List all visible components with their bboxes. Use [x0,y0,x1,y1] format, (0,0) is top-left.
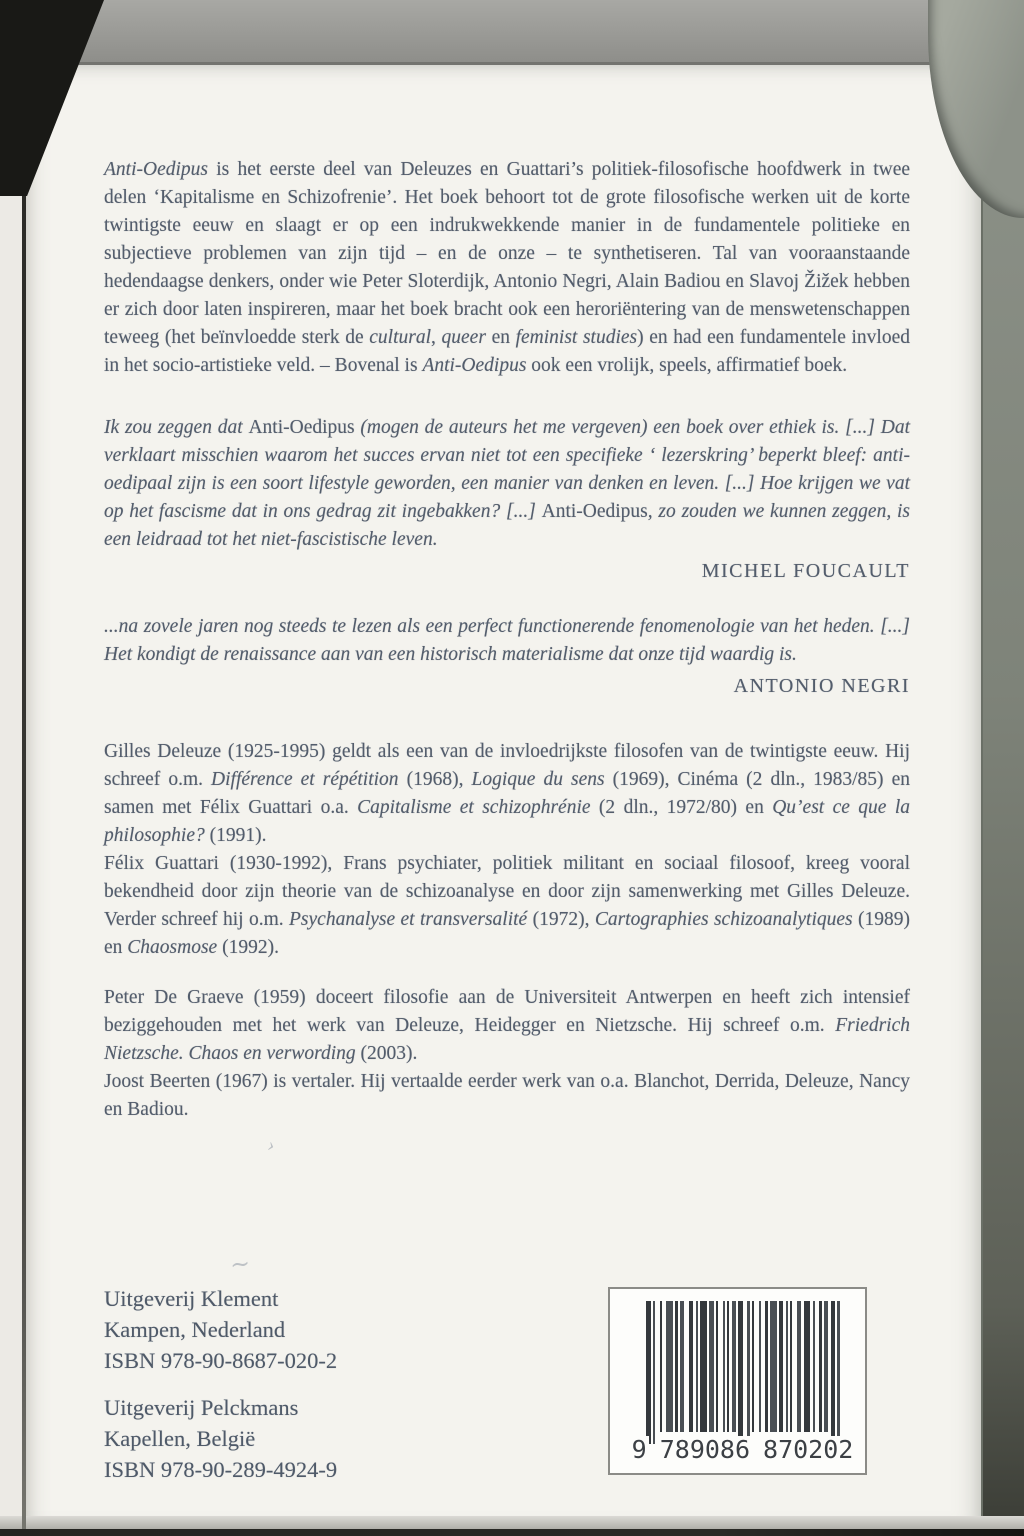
page-edges-right [981,0,1024,1536]
back-cover [26,60,984,1528]
bio-degraeve: Peter De Graeve (1959) doceert filosofie aan de Universiteit Antwerpen en heeft zich intensief beziggehouden met het werk van Deleuze, Heidegger en Nietzsche. Hij schreef o.m. Friedrich Nietzsche. Chaos en verwording (2003). [104,987,910,1064]
bio-beerten: Joost Beerten (1967) is vertaler. Hij vertaalde eerder werk van o.a. Blanchot, Derrida, Deleuze, Nancy en Badiou. [104,1071,910,1120]
surface-below-book [0,1516,1024,1529]
publisher-location: Kapellen, België [104,1426,256,1451]
barcode-number [628,1436,857,1464]
quote-foucault-text: Ik zou zeggen dat Anti-Oedipus (mogen de auteurs het me vergeven) een boek over ethiek is. [...] Dat verklaart misschien waarom het succes ervan niet tot een specifieke ‘ lezerskring’ beperkt bleef: anti-oedipaal zijn is een soort lifestyle geworden, een manier van denken en leven. [...] Hoe krijgen we vat op het fascisme dat in ons gedrag zit ingebakken? [...] Anti-Oedipus, zo zouden we kunnen zeggen, is een leidraad tot het niet-fascistische leven. [104,417,910,550]
page-edges-top [50,0,990,65]
bottom-shadow [0,1529,1024,1536]
barcode [608,1287,867,1475]
publisher-isbn: ISBN 978-90-289-4924-9 [104,1457,338,1482]
bio-deleuze: Gilles Deleuze (1925-1995) geldt als een van de invloedrijkste filosofen van de twintigste eeuw. Hij schreef o.m. Différence et répétition (1968), Logique du sens (1969), Cinéma (2 dln., 1983/85) en samen met Félix Guattari o.a. Capitalisme et schizophrénie (2 dln., 1972/80) en Qu’est ce que la philosophie? (1991). [104,741,910,846]
bio-guattari: Félix Guattari (1930-1992), Frans psychiater, politiek militant en sociaal filosoof, kreeg vooral bekendheid door zijn theorie van de schizoanalyse en door zijn samenwerking met Gilles Deleuze. Verder schreef hij o.m. Psychanalyse et transversalité (1972), Cartographies schizoanalytiques (1989) en Chaosmose (1992). [104,853,910,958]
quote-negri [104,613,910,700]
publisher-klement [104,1283,337,1376]
quote-negri-attribution: ANTONIO NEGRI [733,675,910,697]
publisher-pelckmans [104,1392,337,1485]
barcode-digit-group: 789086 [659,1435,751,1464]
stray-mark: › [264,1133,279,1157]
barcode-digit-group: 870202 [763,1435,854,1464]
quote-foucault [104,414,910,585]
bio-deleuze-guattari [104,738,910,962]
blurb-paragraph: Anti-Oedipus is het eerste deel van Deleuzes en Guattari’s politiek-filosofische hoofdwerk in twee delen ‘Kapitalisme en Schizofrenie’. Het boek behoort tot de grote filosofische werken uit de korte twintigste eeuw en slaagt er op een indrukwekkende manier in de fundamentele politieke en subjectieve problemen van zijn tijd – en de onze – te synthetiseren. Tal van vooraanstaande hedendaagse denkers, onder wie Peter Sloterdijk, Antonio Negri, Alain Badiou en Slavoj Žižek hebben er zich door laten inspireren, maar het boek bracht ook een heroriëntering van de menswetenschappen teweeg (het beïnvloedde sterk de cultural, queer en feminist studies) en had een fundamentele invloed in het socio-artistieke veld. – Bovenal is Anti-Oedipus ook een vrolijk, speels, affirmatief boek. [104,159,910,376]
publisher-name: Uitgeverij Klement [104,1286,279,1311]
publisher-location: Kampen, Nederland [104,1317,286,1342]
cover-left-edge [22,0,26,1530]
barcode-bars [646,1301,844,1432]
bio-degraeve-beerten [104,984,910,1124]
quote-negri-text: ...na zovele jaren nog steeds te lezen als een perfect functionerende fenomenologie van het heden. [...] Het kondigt de renaissance aan van een historisch materialisme dat onze tijd waardig is. [104,616,910,665]
barcode-digit-group: 9 [631,1435,647,1464]
publisher-name: Uitgeverij Pelckmans [104,1395,299,1420]
publisher-isbn: ISBN 978-90-8687-020-2 [104,1348,338,1373]
stray-mark: ∼ [228,1251,252,1279]
cover-text [104,156,910,1146]
quote-foucault-attribution: MICHEL FOUCAULT [701,560,910,582]
